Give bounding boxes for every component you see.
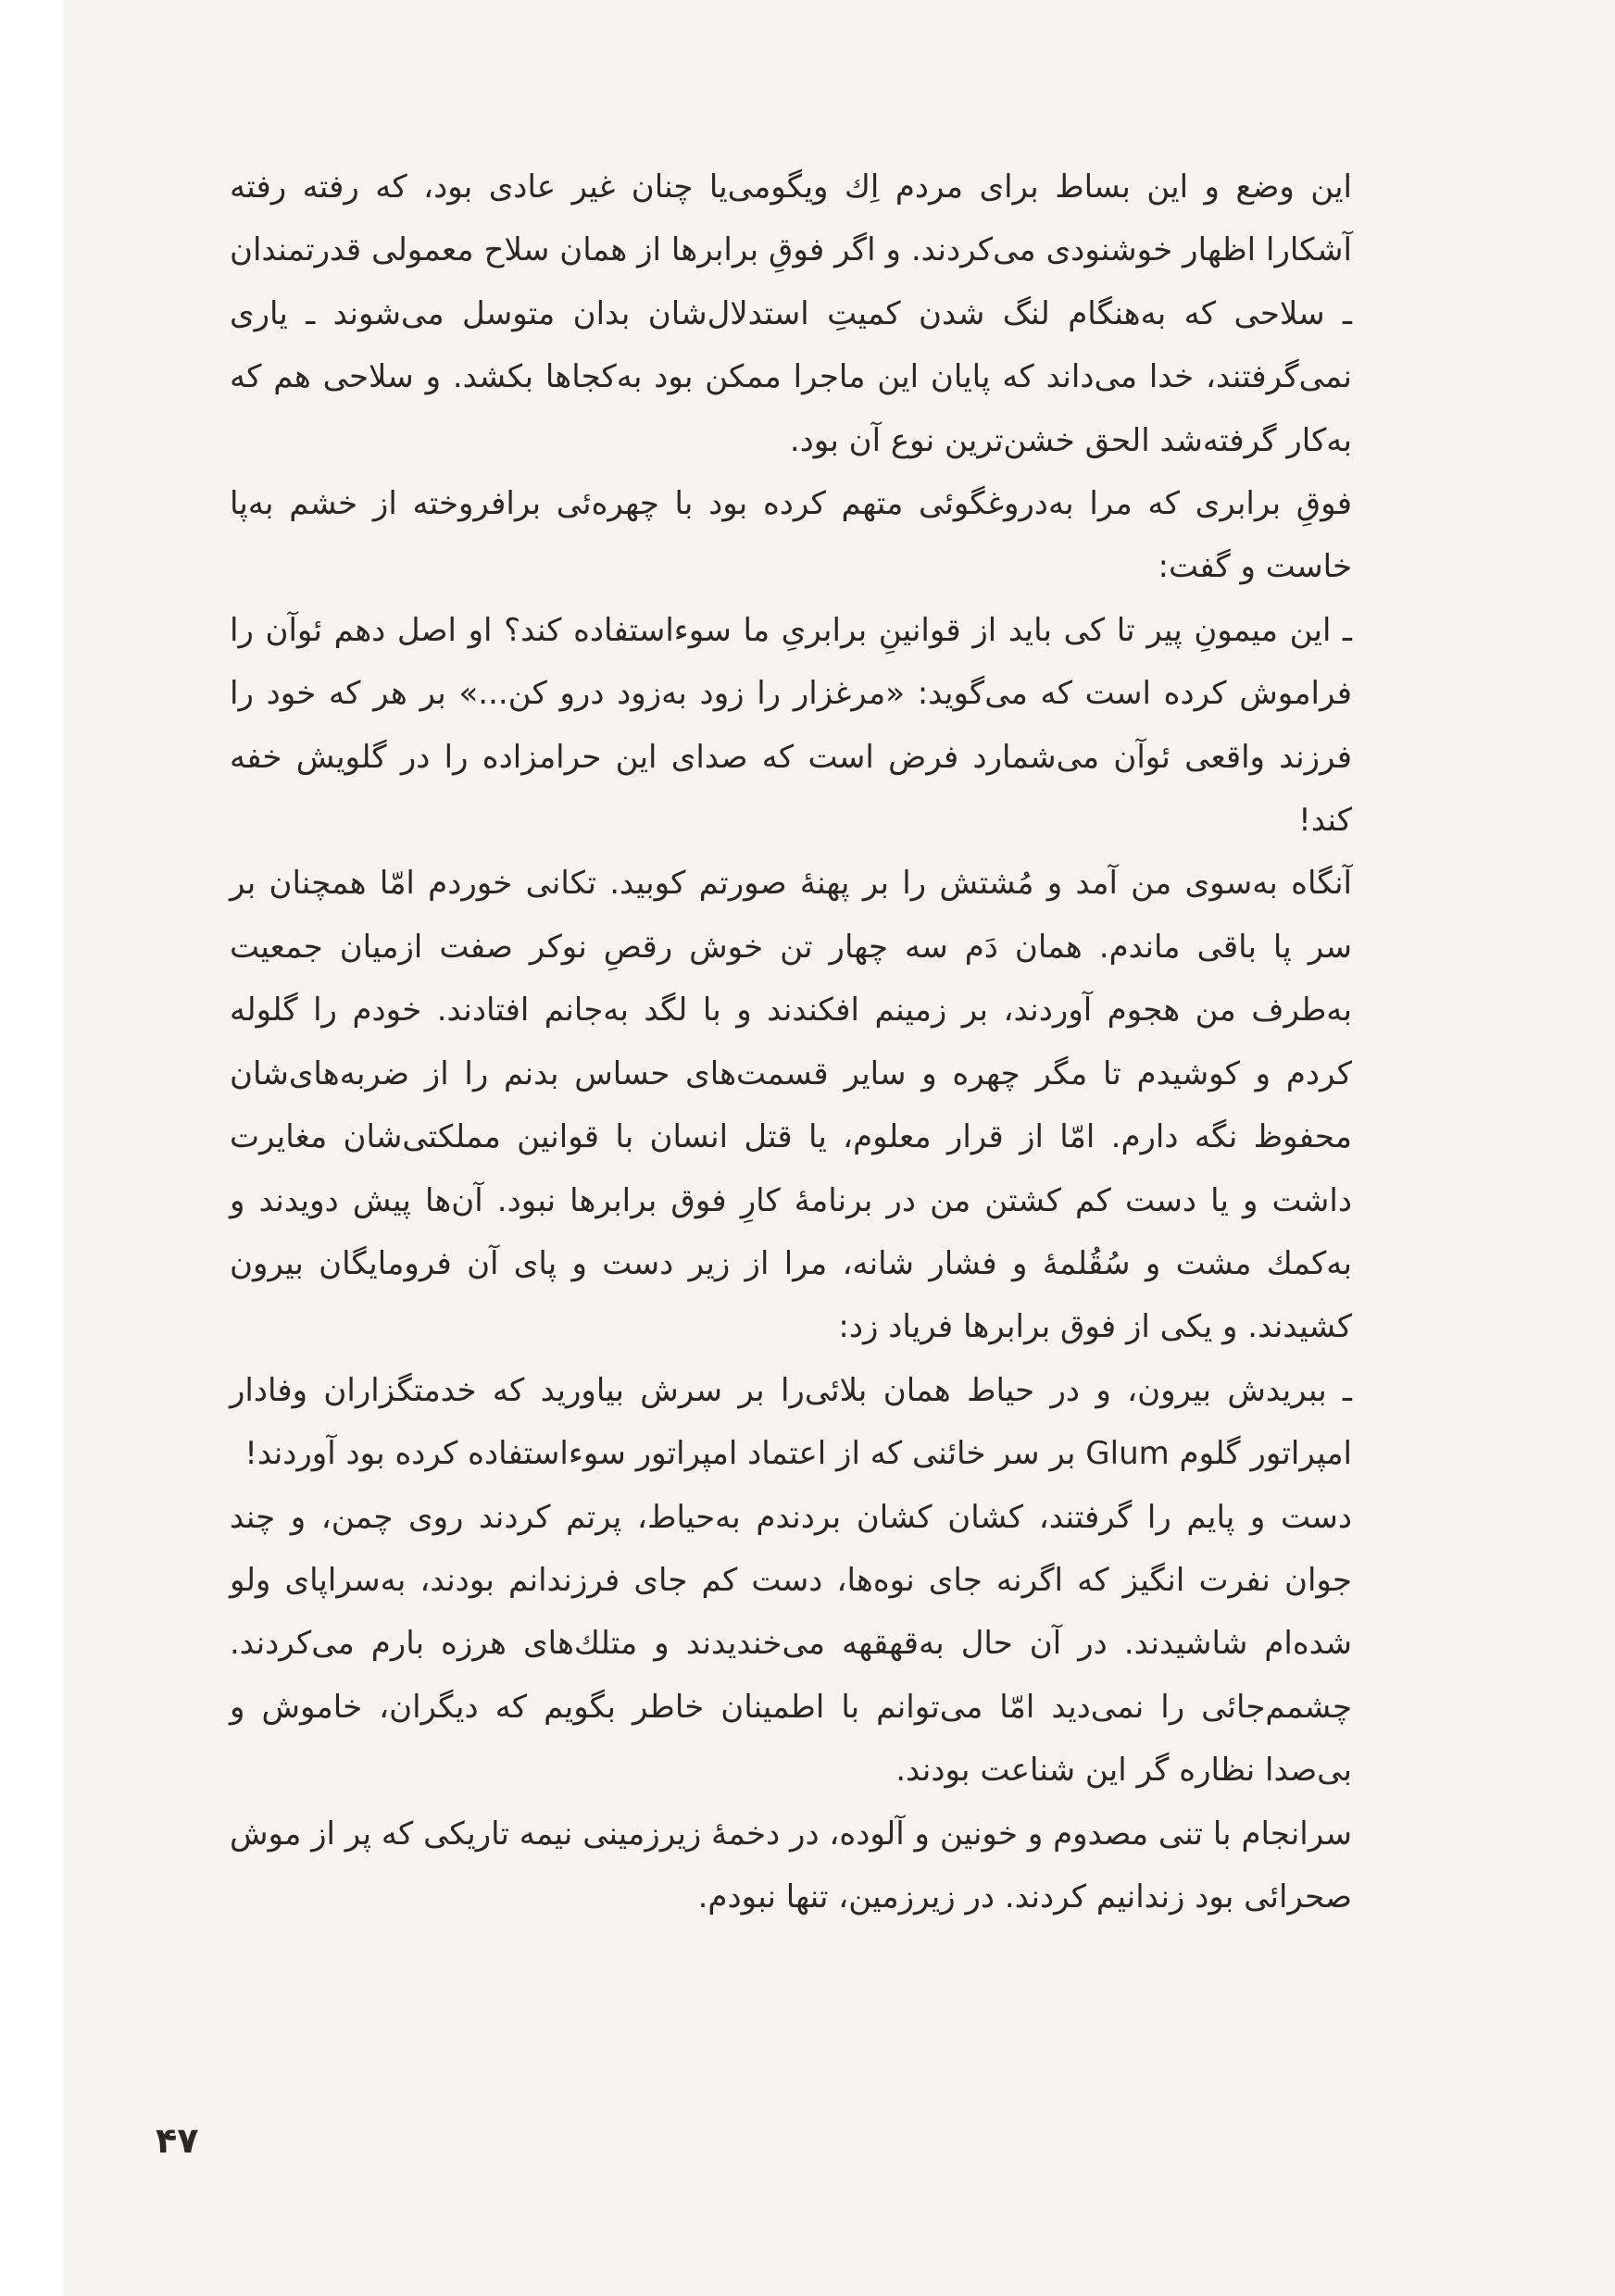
paragraph: سرانجام با تنی مصدوم و خونین و آلوده، در دخمهٔ زیرزمینی نیمه تاریکی که پر از موش صحرائی بود زندانیم کردند. در زیرزمین، تنها نبودم. bbox=[230, 1815, 1352, 1915]
paragraph: دست و پایم را گرفتند، کشان کشان بردندم به‌حیاط، پرتم کردند روی چمن، و چند جوان نفرت انگیز که اگرنه جای نوه‌ها، دست کم جای فرزندانم بودند، به‌سراپای ولو شده‌ام شاشیدند. در آن حال به‌قهقهه می‌خندیدند و متلك‌های هرزه بارم می‌کردند. چشمم‌جائی را نمی‌دید امّا می‌توانم با اطمینان خاطر بگویم که دیگران، خاموش و بی‌صدا نظاره گر این شناعت بودند. bbox=[230, 1498, 1352, 1790]
paragraph: ـ این میمونِ پیر تا کی باید از قوانینِ برابریِ ما سوءاستفاده کند؟ او اصل دهم ئوآن را فراموش کرده است که می‌گوید: «مرغزار را زود به‌زود درو کن...» بر هر که خود را فرزند واقعی ئوآن می‌شمارد فرض است که صدای این حرامزاده را در گلویش خفه کند! bbox=[230, 611, 1352, 840]
body-text bbox=[230, 156, 1352, 1928]
paragraph: آنگاه به‌سوی من آمد و مُشتش را بر پهنهٔ صورتم کوبید. تکانی خوردم امّا همچنان بر سر پا باقی ماندم. همان دَم سه چهار تن خوش رقصِ نوکر صفت ازمیان جمعیت به‌طرف من هجوم آوردند، بر زمینم افکندند و با لگد به‌جانم افتادند. خودم را گلوله کردم و کوشیدم تا مگر چهره و سایر قسمت‌های حساس بدنم را از ضربه‌های‌شان محفوظ نگه دارم. امّا از قرار معلوم، یا قتل انسان با قوانین مملکتی‌شان مغایرت داشت و یا دست کم کشتن من در برنامهٔ کارِ فوق برابرها نبود. آن‌ها پیش دویدند و به‌کمك مشت و سُقُلمهٔ و فشار شانه، مرا از زیر دست و پای آن فرومایگان بیرون کشیدند. و یکی از فوق برابرها فریاد زد: bbox=[230, 865, 1352, 1346]
page-number: ۴۷ bbox=[156, 2120, 199, 2161]
paragraph: ـ ببریدش بیرون، و در حیاط همان بلائی‌را بر سرش بیاورید که خدمتگزاران وفادار امپراتور گلوم Glum بر سر خائنی که از اعتماد امپراتور سوءاستفاده کرده بود آوردند! bbox=[230, 1371, 1352, 1473]
paragraph: این وضع و این بساط برای مردم اِك ویگومی‌یا چنان غیر عادی بود، که رفته رفته آشکارا اظهار خوشنودی می‌کردند. و اگر فوقِ برابرها از همان سلاح معمولی قدرتمندان ـ سلاحی که به‌هنگام لنگ شدن کمیتِ استدلال‌شان بدان متوسل می‌شوند ـ یاری نمی‌گرفتند، خدا می‌داند که پایان این ماجرا ممکن بود به‌کجاها بکشد. و سلاحی هم که به‌کار گرفته‌شد الحق خشن‌ترین نوع آن بود. bbox=[230, 168, 1352, 459]
paragraph: فوقِ برابری که مرا به‌دروغگوئی متهم کرده بود با چهره‌ئی برافروخته از خشم به‌پا خاست و گفت: bbox=[230, 485, 1352, 586]
